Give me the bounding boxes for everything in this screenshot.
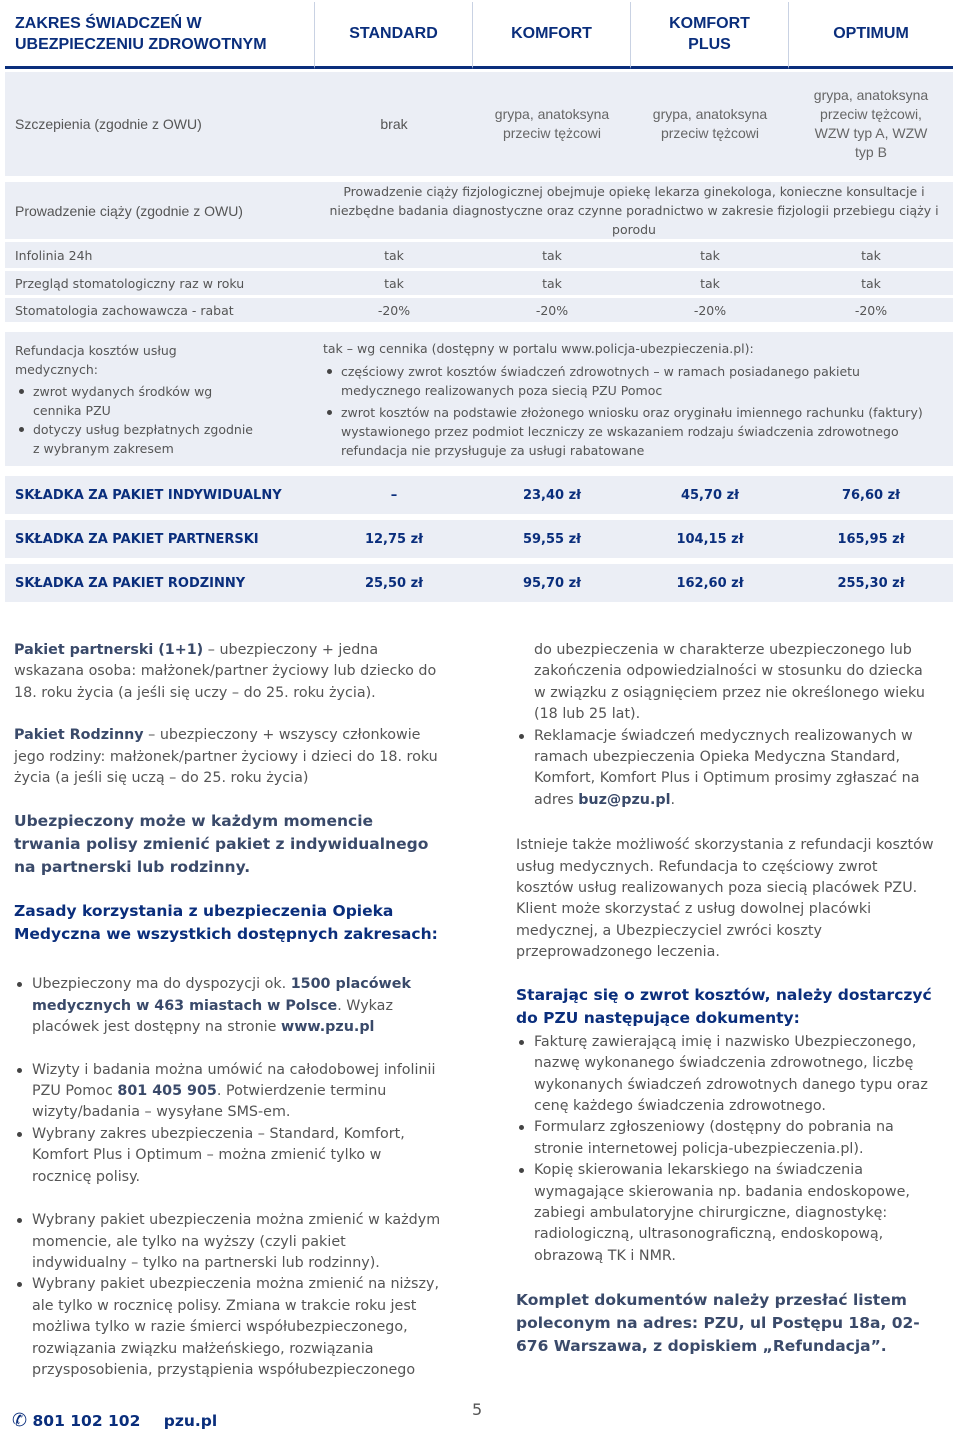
list-item: Wizyty i badania można umówić na całodobowej infolinii PZU Pomoc 801 405 905. Potwierdzenie terminu wizyty/badania – wysyłane SMS-em. (32, 1060, 442, 1124)
cell-value: tak (473, 242, 631, 268)
cell-value: -20% (789, 298, 953, 322)
row-label: SKŁADKA ZA PAKIET INDYWIDUALNY (5, 476, 315, 514)
cell-value: tak (315, 271, 473, 295)
list-item: Fakturę zawierającą imię i nazwisko Ubezpieczonego, nazwę wykonanego świadczenia zdrowotnego, liczbę wykonanych świadczeń zdrowotnych danego typu oraz cenę każdego świadczenia zdrowotnego. (534, 1032, 938, 1118)
table-row-premium-individual (5, 476, 953, 514)
row-label: Stomatologia zachowawcza - rabat (5, 298, 315, 322)
list-item: Reklamacje świadczeń medycznych realizowanych w ramach ubezpieczenia Opieka Medyczna Standard, Komfort, Komfort Plus i Optimum prosimy zgłaszać na adres buz@pzu.pl. (534, 726, 938, 812)
list-item: dotyczy usług bezpłatnych zgodnie z wybranym zakresem (33, 421, 253, 456)
footer (12, 1410, 217, 1431)
header-standard: STANDARD (315, 2, 473, 69)
table-row-pregnancy (5, 182, 953, 239)
header-scope: ZAKRES ŚWIADCZEŃ W UBEZPIECZENIU ZDROWOTNYM (5, 2, 315, 69)
cell-value: 104,15 zł (631, 520, 789, 558)
list-item: Wybrany zakres ubezpieczenia – Standard, Komfort, Komfort Plus i Optimum – można zmienić tylko w rocznicę polisy. (32, 1124, 442, 1188)
family-package-title: Pakiet Rodzinny (14, 727, 144, 744)
row-label: SKŁADKA ZA PAKIET PARTNERSKI (5, 520, 315, 558)
partner-package-title: Pakiet partnerski (1+1) (14, 642, 204, 658)
cell-value: 12,75 zł (315, 520, 473, 558)
page-number: 5 (472, 1400, 483, 1419)
cell-value: tak (315, 242, 473, 268)
footer-site[interactable]: pzu.pl (163, 1412, 218, 1430)
cell-value: 45,70 zł (631, 476, 789, 514)
row-label: Prowadzenie ciąży (zgodnie z OWU) (5, 182, 315, 239)
list-item: Wybrany pakiet ubezpieczenia można zmienić w każdym momencie, ale tylko na wyższy (czyli pakiet indywidualny – tylko na partnerski lub rodzinny). (32, 1210, 442, 1274)
refund-list (323, 362, 939, 460)
left-column (14, 640, 442, 1381)
table-row-premium-family (5, 564, 953, 602)
documents-address-note: Komplet dokumentów należy przesłać listem poleconym na adres: PZU, ul Postępu 18a, 02-676 Warszawa, z dopiskiem „Refundacja”. (516, 1291, 920, 1356)
partner-package-paragraph: Pakiet partnerski (1+1) – ubezpieczony + jedna wskazana osoba: małżonek/partner życiowy lub dziecko do 18. roku życia (a jeśli się uczy – do 25. roku życia). (14, 642, 437, 701)
documents-list (516, 1032, 938, 1267)
continued-text: do ubezpieczenia w charakterze ubezpieczonego lub zakończenia odpowiedzialności w stosunku do dziecka w związku z osiągnięciem przez nie określonego wieku (18 lub 25 lat). (534, 642, 925, 723)
cell-value: 23,40 zł (473, 476, 631, 514)
list-item: Wybrany pakiet ubezpieczenia można zmienić na niższy, ale tylko w rocznicę polisy. Zmiana w trakcie roku jest możliwa tylko w razie śmierci współubezpieczonego, rozwiązania związku małżeńskiego, rozwiązania przysposobienia, przystąpienia współubezpieczonego (32, 1274, 442, 1381)
cell-value: 95,70 zł (473, 564, 631, 602)
header-komfort: KOMFORT (473, 2, 631, 69)
cell-value: -20% (631, 298, 789, 322)
list-item: Ubezpieczony ma do dyspozycji ok. 1500 placówek medycznych w 463 miastach w Polsce. Wykaz placówek jest dostępny na stronie www.pzu.pl (32, 974, 442, 1038)
row-label: Szczepienia (zgodnie z OWU) (5, 72, 315, 176)
cell-value: -20% (473, 298, 631, 322)
cell-value: -20% (315, 298, 473, 322)
list-item: częściowy zwrot kosztów świadczeń zdrowotnych – w ramach posiadanego pakietu medycznego realizowanych poza siecią PZU Pomoc (341, 362, 939, 400)
coverage-table-wrapper (5, 2, 953, 602)
complaints-email-link: buz@pzu.pl (578, 791, 671, 808)
phone-icon: ✆ (12, 1410, 28, 1431)
list-item: zwrot kosztów na podstawie złożonego wniosku oraz oryginału imiennego rachunku (faktury) wystawionego przez podmiot leczniczy ze wskazaniem rodzaju świadczenia zdrowotnego refundacja nie przysługuje za usługi rabatowane (341, 403, 939, 460)
cell-value: 162,60 zł (631, 564, 789, 602)
list-item: Kopię skierowania lekarskiego na świadczenia wymagające skierowania np. badania endoskopowe, zabiegi ambulatoryjne chirurgiczne, diagnostykę: radiologiczną, ultrasonograficzną, endoskopową, obrazową TK i NMR. (534, 1160, 938, 1267)
cell-value: 59,55 zł (473, 520, 631, 558)
cell-komfort-plus: grypa, anatoksyna przeciw tężcowi (631, 72, 789, 176)
cell-value: tak (789, 271, 953, 295)
list-item: zwrot wydanych środków wg cennika PZU (33, 382, 255, 420)
footer-phone[interactable]: 801 102 102 (32, 1412, 141, 1430)
cell-value: tak (631, 271, 789, 295)
cell-value: tak (631, 242, 789, 268)
cell-value: tak (473, 271, 631, 295)
refund-paragraph: Istnieje także możliwość skorzystania z refundacji kosztów usług medycznych. Refundacja to częściowy zwrot kosztów usług realizowanych poza siecią placówek PZU. Klient może skorzystać z usług dowolnej placówki medycznej, a Ubezpieczyciel zwróci koszty przeprowadzonego leczenia. (516, 837, 934, 961)
right-column (516, 640, 938, 1358)
cell-value: 255,30 zł (789, 564, 953, 602)
cell-komfort: grypa, anatoksyna przeciw tężcowi (473, 72, 631, 176)
package-change-note: Ubezpieczony może w każdym momencie trwania polisy zmienić pakiet z indywidualnego na partnerski lub rodzinny. (14, 812, 429, 877)
documents-heading: Starając się o zwrot kosztów, należy dostarczyć do PZU następujące dokumenty: (516, 985, 932, 1027)
cell-value: 25,50 zł (315, 564, 473, 602)
cell-value: tak (789, 242, 953, 268)
table-header-row (5, 2, 953, 69)
refund-label: Refundacja kosztów usług medycznych: (15, 342, 177, 377)
pregnancy-description: Prowadzenie ciąży fizjologicznej obejmuje opiekę lekarza ginekologa, konieczne konsultacje i niezbędne badania diagnostyczne oraz czynne poradnictwo w zakresie fizjologii przebiegu ciąży i porodu (315, 182, 953, 239)
row-label: Infolinia 24h (5, 242, 315, 268)
complaints-list (516, 726, 938, 812)
table-row (5, 242, 953, 268)
list-item: Formularz zgłoszeniowy (dostępny do pobrania na stronie internetowej policja-ubezpieczenia.pl). (534, 1117, 938, 1160)
table-row-refund (5, 332, 953, 466)
rules-heading: Zasady korzystania z ubezpieczenia Opieka Medyczna we wszystkich dostępnych zakresach: (14, 902, 438, 944)
header-optimum: OPTIMUM (789, 2, 953, 69)
cell-value: – (315, 476, 473, 514)
table-row (5, 298, 953, 322)
row-label: Przegląd stomatologiczny raz w roku (5, 271, 315, 295)
table-row (5, 271, 953, 295)
cell-value: 165,95 zł (789, 520, 953, 558)
table-row-vaccines (5, 72, 953, 176)
refund-intro: tak – wg cennika (dostępny w portalu www.policja-ubezpieczenia.pl): (323, 340, 754, 356)
family-package-paragraph: Pakiet Rodzinny – ubezpieczony + wszyscy członkowie jego rodziny: małżonek/partner życiowy i dzieci do 18. roku życia (a jeśli się uczą – do 25. roku życia) (14, 727, 438, 787)
rules-list (14, 974, 442, 1381)
header-komfort-plus: KOMFORT PLUS (631, 2, 789, 69)
cell-standard: brak (315, 72, 473, 176)
cell-optimum: grypa, anatoksyna przeciw tężcowi, WZW typ A, WZW typ B (789, 72, 953, 176)
cell-value: 76,60 zł (789, 476, 953, 514)
table-row-premium-partner (5, 520, 953, 558)
refund-label-list (15, 382, 255, 458)
coverage-table (5, 2, 953, 602)
row-label: SKŁADKA ZA PAKIET RODZINNY (5, 564, 315, 602)
